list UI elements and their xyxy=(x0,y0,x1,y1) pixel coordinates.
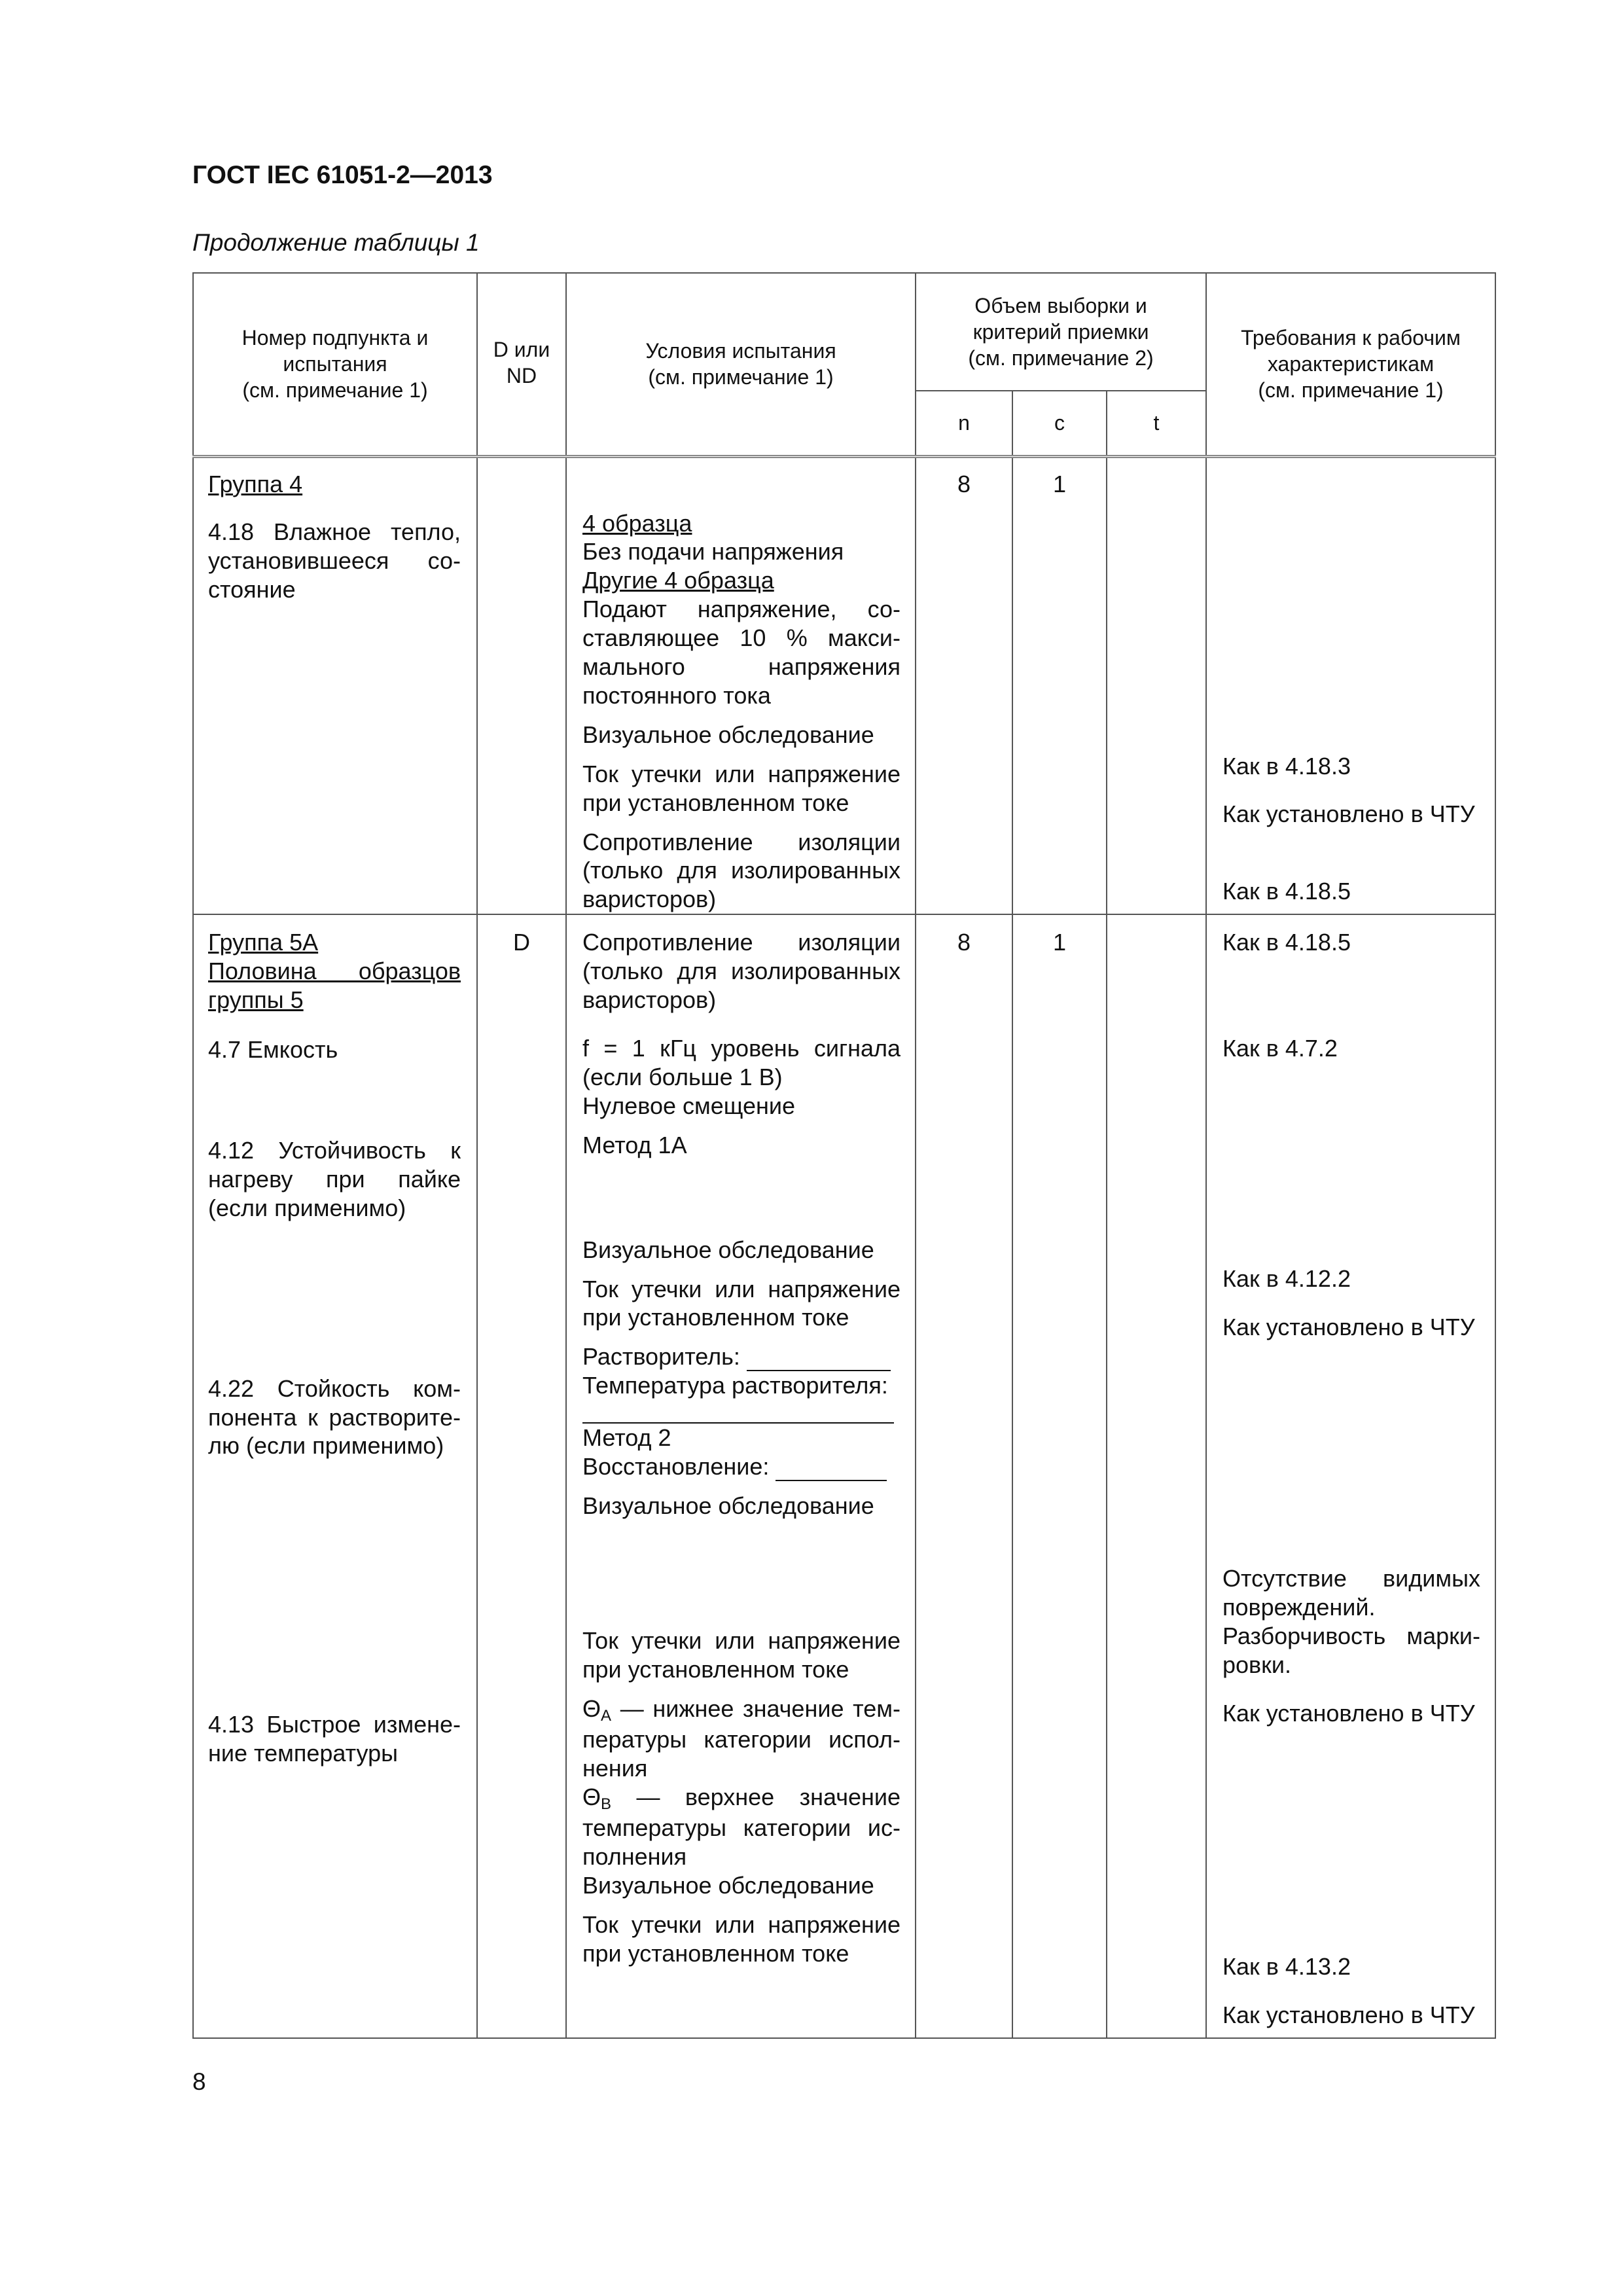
group-sublabel: Половина образцов группы 5 xyxy=(208,958,461,1014)
condition-text: Сопротивление изоляции (только для изолированных варисторов) xyxy=(582,828,901,913)
sample-n: 8 xyxy=(916,914,1012,2038)
requirement-text: Как установлено в ЧТУ xyxy=(1222,1314,1475,1340)
acceptance-c: 1 xyxy=(1012,914,1107,2038)
condition-text: Визуальное обследование xyxy=(582,721,874,748)
table-caption: Продолжение таблицы 1 xyxy=(192,229,480,256)
test-name: 4.18 Влажное тепло, установившееся со-стояние xyxy=(208,518,461,603)
requirement-text: Как установлено в ЧТУ xyxy=(1222,2001,1475,2029)
test-table xyxy=(192,272,1496,2039)
condition-text: Температура растворителя: xyxy=(582,1372,888,1399)
header-d-nd: D или ND xyxy=(477,273,566,456)
condition-text: Подают напряжение, со-ставляющее 10 % макси-мального напряжения постоянного тока xyxy=(582,596,901,709)
condition-text: Метод 2 xyxy=(582,1424,671,1452)
requirement-text: Как в 4.12.2 xyxy=(1222,1265,1351,1293)
blank-line xyxy=(582,1400,894,1424)
document-title: ГОСТ IEC 61051-2—2013 xyxy=(192,161,493,189)
test-name: 4.7 Емкость xyxy=(208,1036,338,1063)
requirement-text: Как в 4.18.5 xyxy=(1222,878,1351,905)
table-row xyxy=(193,914,1495,2038)
condition-text: Визуальное обследование xyxy=(582,1236,874,1263)
condition-text: Ток утечки или напряжение при установленном токе xyxy=(582,1275,901,1331)
condition-text: Растворитель: xyxy=(582,1342,901,1371)
test-name: 4.22 Стойкость ком-понента к растворите-лю (если применимо) xyxy=(208,1374,461,1460)
condition-text: Другие 4 образца xyxy=(582,567,774,594)
requirement-text: Как установлено в ЧТУ xyxy=(1222,800,1475,828)
page-number: 8 xyxy=(192,2068,206,2095)
header-requirements: Требования к рабочим характеристикам (см. примечание 1) xyxy=(1206,273,1495,456)
header-c: c xyxy=(1012,391,1107,456)
condition-text: Ток утечки или напряжение при установленном токе xyxy=(582,1910,901,1967)
blank-line xyxy=(776,1459,887,1481)
condition-text: Визуальное обследование xyxy=(582,1492,874,1519)
requirement-text: Как в 4.13.2 xyxy=(1222,1953,1351,1981)
header-n: n xyxy=(916,391,1012,456)
condition-text: Без подачи напряжения xyxy=(582,538,844,565)
condition-text: Сопротивление изоляции (только для изолированных варисторов) xyxy=(582,929,901,1014)
header-conditions: Условия испытания (см. примечание 1) xyxy=(566,273,916,456)
condition-text: f = 1 кГц уровень сигнала (если больше 1 В) xyxy=(582,1035,901,1090)
condition-text: Ток утечки или напряжение при установленном токе xyxy=(582,1626,901,1683)
requirement-text: Как установлено в ЧТУ xyxy=(1222,1699,1475,1727)
test-name: 4.13 Быстрое измене-ние температуры xyxy=(208,1711,461,1767)
header-subclause: Номер подпункта и испытания (см. примечание 1) xyxy=(193,273,477,456)
table-row xyxy=(193,456,1495,914)
requirement-text: Как в 4.7.2 xyxy=(1222,1035,1338,1062)
condition-text: 4 образца xyxy=(582,509,692,537)
condition-text: Метод 1А xyxy=(582,1131,687,1158)
d-nd-value: D xyxy=(477,914,566,2038)
condition-text: $\Theta_B$ — верхнее значение температуры категории ис-полнения xyxy=(582,1783,901,1870)
group-label: Группа 5А xyxy=(208,929,319,956)
sample-n: 8 xyxy=(916,456,1012,914)
requirement-text: Отсутствие видимых повреждений. Разборчивость марки-ровки. xyxy=(1222,1564,1480,1678)
group-label: Группа 4 xyxy=(208,470,303,497)
header-t: t xyxy=(1107,391,1206,456)
requirement-text: Как в 4.18.3 xyxy=(1222,752,1351,780)
condition-text: Нулевое смещение xyxy=(582,1092,796,1119)
condition-text: Восстановление: xyxy=(582,1452,901,1481)
condition-text: $\Theta_A$ — нижнее значение тем-пературы категории испол-нения xyxy=(582,1695,901,1782)
condition-text: Визуальное обследование xyxy=(582,1871,874,1899)
requirement-text: Как в 4.18.5 xyxy=(1222,929,1351,956)
test-name: 4.12 Устойчивость к нагреву при пайке (если применимо) xyxy=(208,1136,461,1221)
header-sample-size: Объем выборки и критерий приемки (см. примечание 2) xyxy=(916,273,1206,391)
condition-text: Ток утечки или напряжение при установленном токе xyxy=(582,760,901,816)
acceptance-c: 1 xyxy=(1012,456,1107,914)
blank-line xyxy=(747,1349,891,1371)
